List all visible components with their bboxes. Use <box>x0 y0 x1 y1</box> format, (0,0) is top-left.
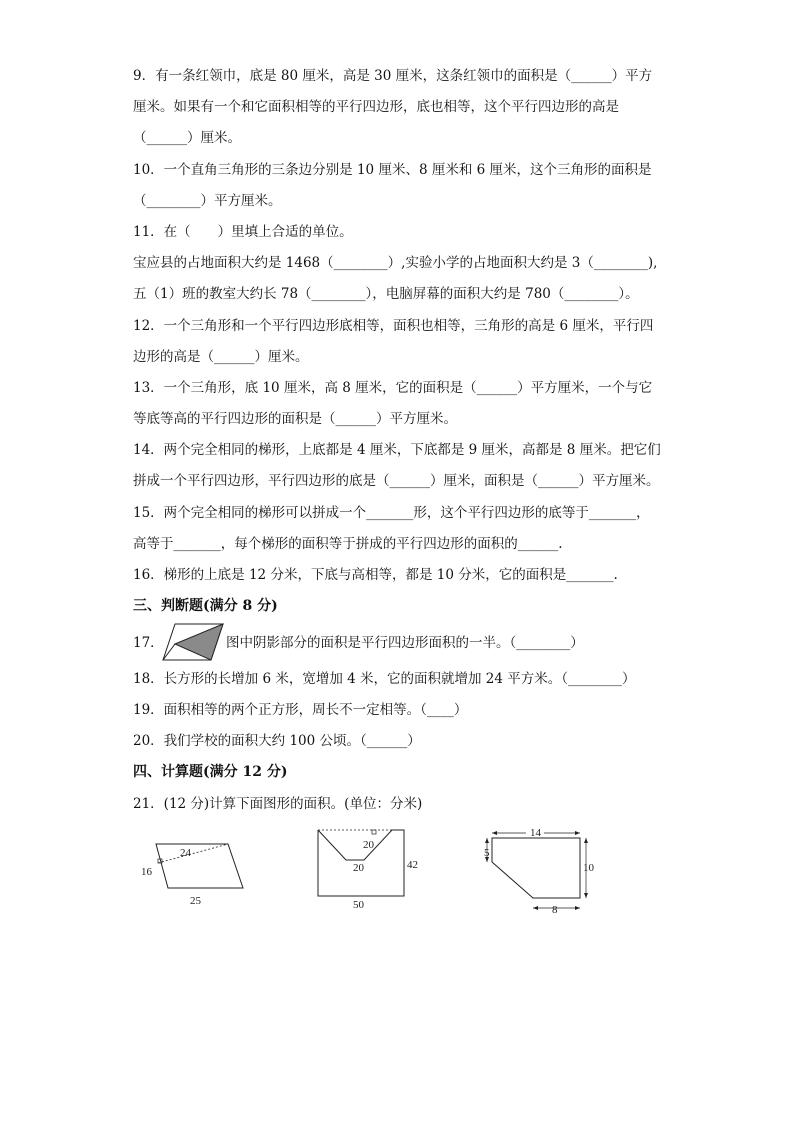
q11-line-3: 五（1）班的教室大约长 78（________），电脑屏幕的面积大约是 780（________）。 <box>133 286 639 302</box>
q14-line-1: 14．两个完全相同的梯形，上底都是 4 厘米，下底都是 9 厘米，高都是 8 厘米。把它们 <box>133 442 661 458</box>
q17-text: 图中阴影部分的面积是平行四边形面积的一半。（________） <box>226 635 584 651</box>
q9-line-2: 厘米。如果有一个和它面积相等的平行四边形，底也相等，这个平行四边形的高是 <box>133 99 619 115</box>
q14-line-2: 拼成一个平行四边形，平行四边形的底是（______）厘米，面积是（______）平方厘米。 <box>133 473 660 489</box>
q21-line: 21．(12 分)计算下面图形的面积。(单位：分米) <box>133 796 423 812</box>
figure-notched-rectangle-top-label: 20 <box>363 839 374 851</box>
figure-cut-corner-left-label: 5 <box>484 847 490 859</box>
figure-notched-rectangle <box>306 826 426 914</box>
figure-notched-rectangle-height-label: 42 <box>407 859 418 871</box>
q15-line-1: 15．两个完全相同的梯形可以拼成一个_______形，这个平行四边形的底等于_______， <box>133 505 650 521</box>
q16-line-1: 16．梯形的上底是 12 分米，下底与高相等，都是 10 分米，它的面积是_______. <box>133 567 618 583</box>
figure-parallelogram-height-label: 24 <box>180 847 191 859</box>
q19-line: 19．面积相等的两个正方形，周长不一定相等。（____） <box>133 702 468 718</box>
q17-number: 17． <box>133 635 164 651</box>
figure-notched-rectangle-base-label: 50 <box>353 899 364 911</box>
q17-parallelogram-figure <box>161 622 225 662</box>
figure-cut-corner-top-label: 14 <box>530 827 541 839</box>
q20-line: 20．我们学校的面积大约 100 公顷。（______） <box>133 733 421 749</box>
q9-line-3: （______）厘米。 <box>133 130 241 146</box>
q10-line-2: （________）平方厘米。 <box>133 193 282 209</box>
section-3-title: 三、判断题(满分 8 分) <box>133 598 278 614</box>
section-4-title: 四、计算题(满分 12 分) <box>133 764 288 780</box>
figure-parallelogram-base-label: 25 <box>190 895 201 907</box>
q9-line-1: 9．有一条红领巾，底是 80 厘米，高是 30 厘米，这条红领巾的面积是（______）平方 <box>133 68 653 84</box>
figure-parallelogram-side-label: 16 <box>141 866 152 878</box>
q15-line-2: 高等于_______，每个梯形的面积等于拼成的平行四边形的面积的______. <box>133 536 563 552</box>
figure-cut-corner-right-label: 10 <box>583 862 594 874</box>
q12-line-2: 边形的高是（______）厘米。 <box>133 349 309 365</box>
q10-line-1: 10．一个直角三角形的三条边分别是 10 厘米、8 厘米和 6 厘米，这个三角形的面积是 <box>133 162 652 178</box>
figure-cut-corner-bottom-label: 8 <box>552 904 558 916</box>
q11-line-2: 宝应县的占地面积大约是 1468（________）,实验小学的占地面积大约是 3（________), <box>133 255 658 271</box>
q11-line-1: 11．在（ ）里填上合适的单位。 <box>133 224 353 240</box>
figure-notched-rectangle-inner-label: 20 <box>353 862 364 874</box>
q13-line-1: 13．一个三角形，底 10 厘米，高 8 厘米，它的面积是（______）平方厘米，一个与它 <box>133 380 653 396</box>
q13-line-2: 等底等高的平行四边形的面积是（______）平方厘米。 <box>133 411 457 427</box>
q12-line-1: 12．一个三角形和一个平行四边形底相等，面积也相等，三角形的高是 6 厘米，平行四 <box>133 318 654 334</box>
q18-line: 18．长方形的长增加 6 米，宽增加 4 米，它的面积就增加 24 平方米。（________） <box>133 671 636 687</box>
figure-parallelogram <box>138 836 258 912</box>
figure-cut-corner-rectangle <box>478 826 608 918</box>
